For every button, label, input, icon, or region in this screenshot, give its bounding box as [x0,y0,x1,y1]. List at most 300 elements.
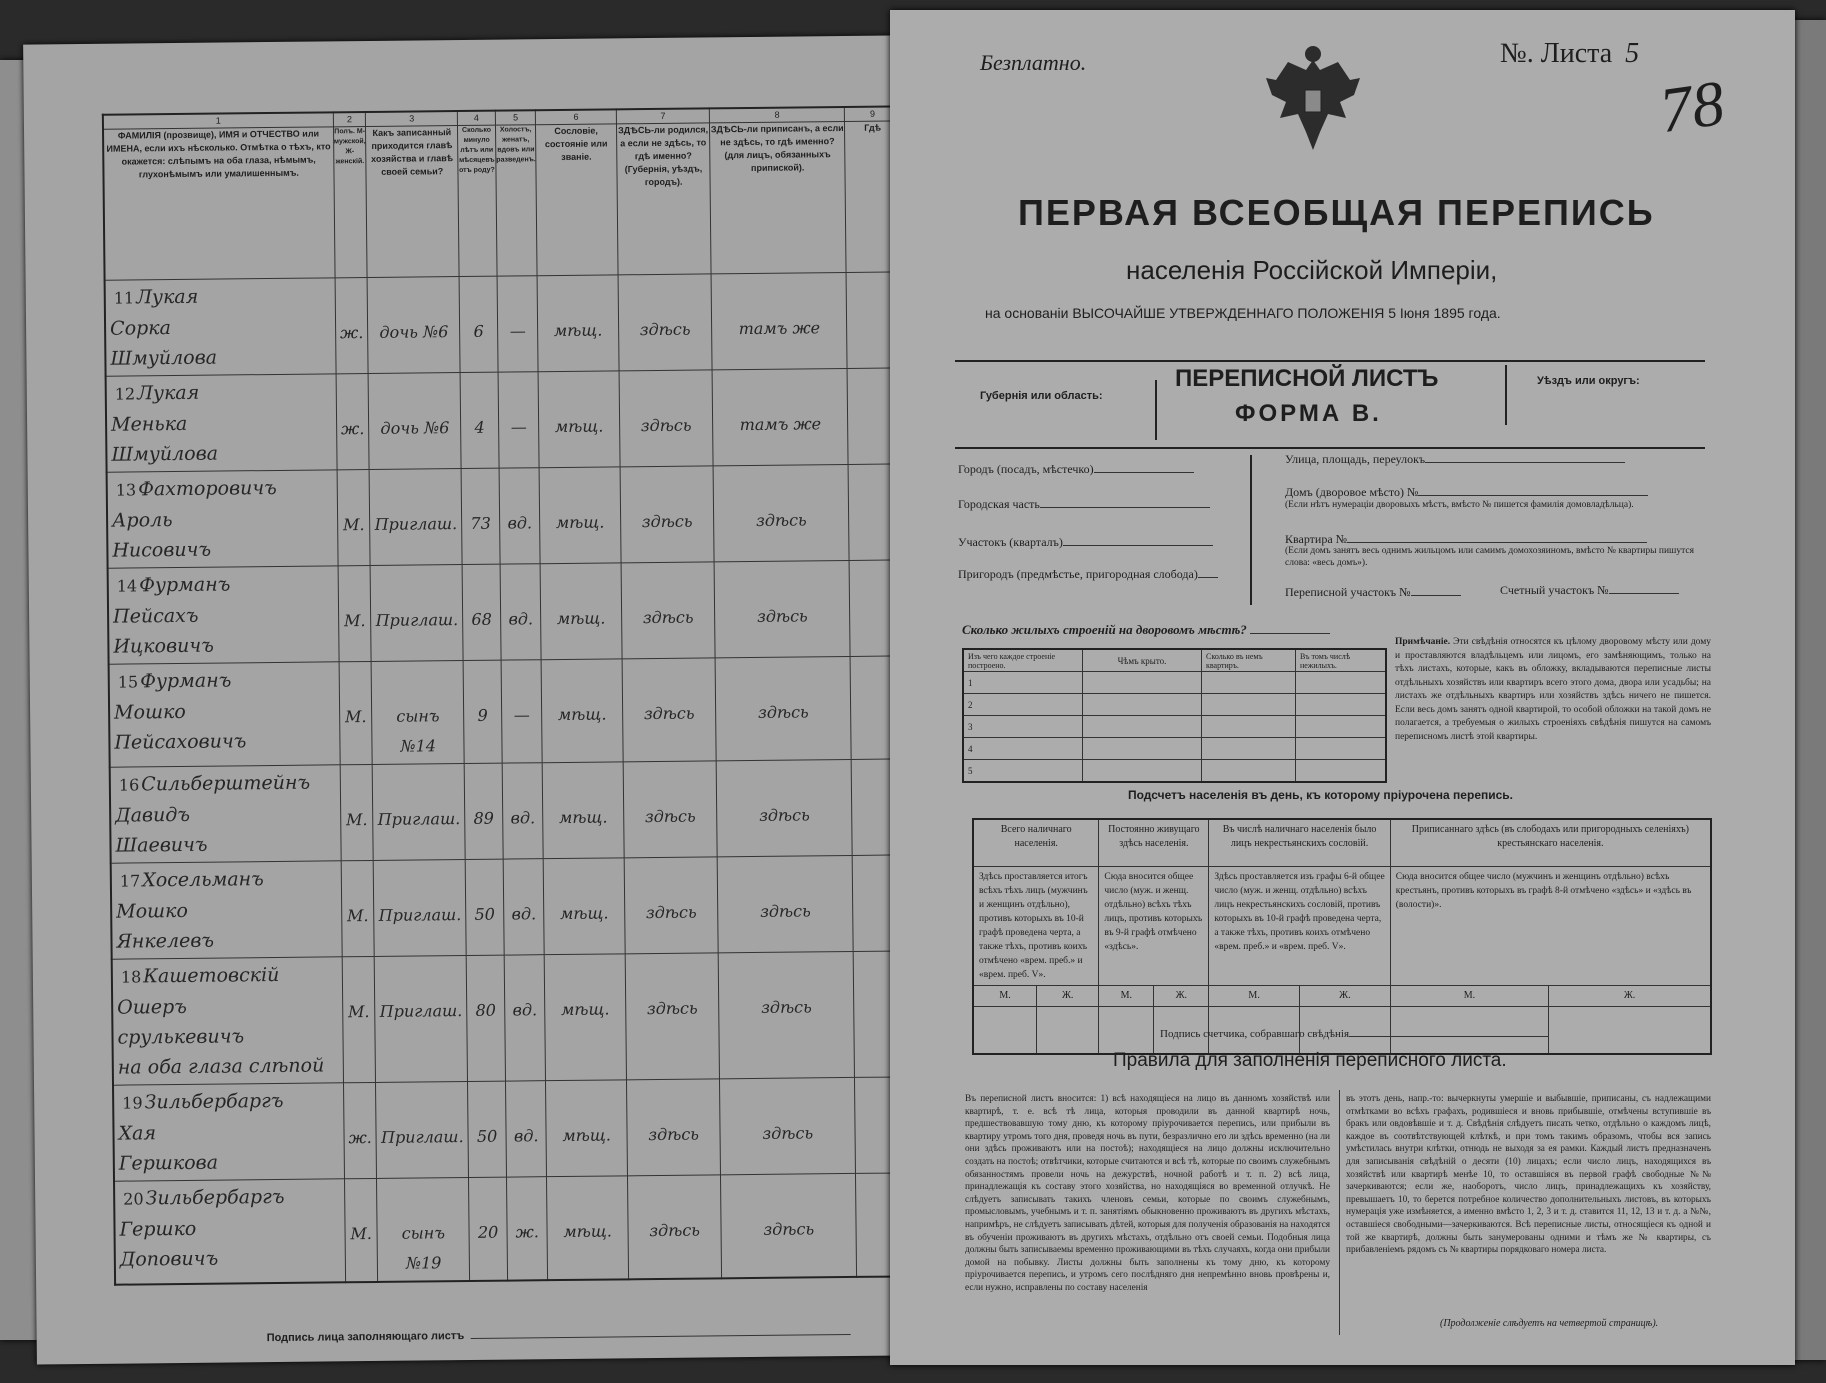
building-flats-cell[interactable] [1202,672,1296,694]
count-header-resident: Постоянно живущаго здѣсь населенія. [1099,819,1209,867]
ledger-row [114,1173,913,1285]
building-roof-cell[interactable] [1083,760,1202,783]
header-birthplace: ЗДѢСЬ-ли родился, а если не здѣсь, то гдѣ именно? (Губернія, уѣздъ, городъ). [616,123,711,275]
person-birthplace: здѣсь [649,1220,701,1241]
count-header-nonpeasant: Въ числѣ наличнаго населенія было лицъ некрестьянскихъ сословій. [1209,819,1390,867]
person-name-cell[interactable] [105,278,336,376]
person-age: 80 [475,1000,497,1020]
count-explain-total: Здѣсь проставляется итогъ всѣхъ тѣхъ лицъ (мужчинъ и женщинъ отдѣльно), противъ которыхъ въ 10-й графѣ проведена черта, а также тѣхъ, противъ коихъ отмѣчено «врем. преб.» и «врем. преб. V». [973,867,1099,986]
person-birthplace-cell[interactable] [624,857,719,954]
population-ledger-table [102,105,914,1285]
person-relation-cell[interactable] [376,1081,469,1178]
male-label: М. [1209,986,1300,1007]
person-sex-cell[interactable] [341,860,375,956]
building-nonres-cell[interactable] [1296,694,1387,716]
header-col9: Гдѣ [845,121,903,273]
person-name: 11 [113,288,135,308]
population-count-table [972,818,1712,1055]
person-registration: тамъ же [738,318,821,339]
person-relation-cell[interactable] [369,373,462,470]
person-sex: М. [343,611,366,631]
person-age: 50 [474,904,496,924]
person-relation: сынъ №19 [401,1223,446,1273]
person-name: 20 [123,1189,144,1209]
ledger-row [108,560,907,664]
buildings-header-roof: Чѣмъ крыто. [1083,649,1202,672]
building-nonres-cell[interactable] [1296,672,1387,694]
legal-basis: на основаніи ВЫСОЧАЙШЕ УТВЕРЖДЕННАГО ПОЛОЖЕНІЯ 5 Іюня 1895 года. [985,305,1501,321]
person-sex-cell[interactable] [343,1082,377,1178]
street-label: Улица, площадь, переулокъ [1285,452,1426,466]
uezd-label: Уѣздъ или округъ: [1537,375,1640,387]
person-relation-cell[interactable] [374,860,467,957]
person-full-name: Хосельманъ Мошко Янкелевъ [116,868,264,953]
person-sex-cell[interactable] [342,956,376,1082]
header-row [103,121,903,280]
person-name-cell[interactable] [108,566,339,664]
person-marital-cell[interactable] [503,859,544,955]
buildings-note [1395,636,1711,744]
person-full-name: Фахторовичъ Ароль Нисовичъ [111,476,277,562]
count-value-cell[interactable] [1099,1007,1154,1055]
census-area-field[interactable] [1285,585,1461,600]
gubernia-box [955,380,1157,440]
person-birthplace-cell[interactable] [618,274,713,371]
person-estate-cell[interactable] [540,563,621,660]
ledger-row [113,1077,912,1181]
person-full-name: Фурманъ Пейсахъ Ицковичъ [112,573,231,658]
person-name: 13 [115,480,137,500]
person-birthplace: здѣсь [640,415,692,436]
person-registration: здѣсь [755,510,807,530]
person-estate: мѣщ. [560,999,610,1020]
person-marital: — [510,417,527,437]
person-sex: ж. [348,1128,372,1148]
person-age-cell[interactable] [459,276,498,372]
person-registration-cell[interactable] [718,855,854,952]
building-row [963,672,1386,694]
person-estate: мѣщ. [556,608,606,629]
person-name: 19 [122,1093,143,1113]
column-number: 1 [103,112,333,129]
column-number: 8 [710,107,845,123]
person-marital: ж. [515,1222,539,1242]
city-part-field[interactable] [958,497,1210,512]
counter-signature-field[interactable] [1160,1028,1549,1040]
person-estate-cell[interactable] [546,1080,627,1177]
person-estate-cell[interactable] [539,467,620,564]
sheet-number-value: 5 [1625,38,1640,69]
form-letter: ФОРМА В. [1235,400,1382,427]
person-registration-cell[interactable] [720,1077,856,1174]
count-value-cell[interactable] [973,1007,1037,1055]
building-nonres-cell[interactable] [1296,716,1387,738]
person-registration-cell[interactable] [721,1173,857,1278]
header-name: ФАМИЛІЯ (прозвище), ИМЯ и ОТЧЕСТВО или ИМЕНА, если ихъ нѣсколько. Отмѣтка о тѣхъ, кто окажется: слѣпымъ на оба глаза, нѣмымъ, глухонѣмымъ или умалишеннымъ. [103,127,335,280]
person-registration: здѣсь [762,1123,814,1143]
person-estate: мѣщ. [559,903,609,924]
count-title: Подсчетъ населенія въ день, къ которому пріурочена перепись. [1128,788,1513,802]
person-marital: вд. [513,1126,539,1146]
census-subtitle: населенія Россійской Имперіи, [1126,255,1498,285]
signature-line [470,1334,850,1339]
person-registration: здѣсь [759,805,810,825]
ledger-row [107,464,906,568]
filler-signature [267,1326,851,1344]
building-row [963,760,1386,783]
person-relation-cell[interactable] [371,565,464,662]
person-estate: мѣщ. [562,1125,611,1146]
female-label: Ж. [1037,986,1099,1007]
person-registration-cell[interactable] [713,464,849,561]
note-text: Эти свѣдѣнія относятся къ цѣлому дворовому мѣсту или дому и проставляются владѣльцемъ или лицомъ, его замѣняющимъ, только на тѣхъ листахъ, которые, какъ въ обложку, вкладываются переписные листы отдѣльныхъ хозяйствъ или квартиръ всего этого дома, двора или усадьбы; на листахъ же отдѣльныхъ квартиръ или хозяйствъ здѣсь ничего не пишется. Если весь домъ занятъ одной квартирой, то особой обложки на такой домъ не полагается, а требуемыя о жилыхъ строеніяхъ свѣдѣнія пишутся на самомъ переписномъ листѣ этой квартиры. [1395,637,1712,742]
building-nonres-cell[interactable] [1296,738,1387,760]
person-name-cell[interactable] [113,1083,344,1181]
person-sex-cell[interactable] [337,469,371,565]
person-relation: дочь №6 [379,322,449,342]
house-label: Домъ (дворовое мѣсто) № [1285,485,1419,499]
person-marital-cell[interactable] [497,276,538,372]
person-age-cell[interactable] [468,1081,507,1177]
person-sex: ж. [340,323,364,343]
buildings-table [962,648,1387,783]
count-header-row [973,819,1711,867]
column-number: 7 [616,108,710,123]
person-age-cell[interactable] [465,859,504,955]
person-age: 20 [477,1222,499,1242]
counter-signature-label: Подпись счетчика, собравшаго свѣдѣнія [1160,1028,1350,1040]
ledger-row [112,951,911,1085]
building-roof-cell[interactable] [1083,672,1202,694]
person-relation-cell[interactable] [372,661,465,765]
person-name-cell[interactable] [114,1179,345,1285]
house-note: (Если нѣтъ нумераціи дворовыхъ мѣстъ, вмѣсто № пишется фамилія домовладѣльца). [1285,500,1634,510]
person-relation: Приглаш. [378,905,462,925]
ledger-row [106,368,905,472]
city-field[interactable] [958,462,1194,477]
person-marital-cell[interactable] [502,763,543,859]
person-estate-cell[interactable] [545,954,627,1081]
column-number: 3 [366,111,458,126]
person-sex-cell[interactable] [340,764,374,860]
buildings-header-flats: Сколько въ немъ квартиръ. [1202,649,1296,672]
header-relation: Какъ записанный приходится главѣ хозяйства и главѣ своей семьи? [366,126,459,278]
person-age-cell[interactable] [466,955,505,1081]
person-name: 17 [119,871,141,891]
person-birthplace: здѣсь [644,806,696,827]
suburb-field[interactable] [958,567,1218,582]
person-birthplace-cell[interactable] [619,370,714,467]
person-sex: М. [348,1002,370,1022]
person-registration-cell[interactable] [712,368,848,465]
person-registration-cell[interactable] [719,951,855,1078]
person-name-cell[interactable] [106,374,337,472]
person-birthplace: здѣсь [639,319,691,340]
person-registration: здѣсь [756,606,808,626]
rules-column-2: въ этотъ день, напр.-то: вычеркнуты умершіе и выбывшіе, приписаны, съ надлежащими отмѣтками во всѣхъ графахъ, родившіеся и вновь прибывшіе, отмѣчены вступившіе въ бракъ или овдовѣвшіе и т. д. Свѣдѣнія слѣдуетъ писать четко, отдѣльно о каждомъ лицѣ, каждое въ соотвѣтствующей клѣткѣ, и при томъ такимъ образомъ, чтобы вся запись умѣстилась внутри клѣтки, отнюдь не выходя за ея рамки. Каждый листъ предназначенъ для записыванія свѣдѣній о десяти (10) лицахъ; если число лицъ, находящихся въ хозяйствѣ или квартирѣ менѣе 10, то оставшіяся въ первой графѣ свободные №№ зачеркиваются; если же, наоборотъ, число лицъ, принадлежащихъ къ хозяйству, превышаетъ 10, то берется потребное количество дополнительныхъ листовъ, въ которыхъ нумерація уже измѣняется, а именно вмѣсто 1, 2, 3 и т. д. ставится 11, 12, 13 и т. д. а №№, оставшіеся свободными—зачеркиваются. Всѣ переписные листы, относящіеся къ одной и той же квартирѣ, должны быть занумерованы одними и тѣмъ же № квартиры, съ прибавленіемъ рядомъ съ № квартиры порядковаго номера листа. [1346,1094,1711,1256]
person-registration-cell[interactable] [717,759,853,856]
buildings-header-nonresidential: Въ томъ числѣ нежилыхъ. [1296,649,1387,672]
person-estate-cell[interactable] [538,371,619,468]
person-birthplace: здѣсь [642,607,694,628]
house-field[interactable] [1285,485,1648,500]
person-relation: Приглаш. [379,1001,463,1021]
person-relation: дочь №6 [380,418,450,438]
person-age: 6 [473,321,484,341]
person-age-cell[interactable] [460,372,499,468]
building-flats-cell[interactable] [1202,694,1296,716]
person-estate-cell[interactable] [543,762,624,859]
rules-continuation: (Продолженіе слѣдуетъ на четвертой страницѣ). [1440,1318,1659,1329]
person-relation: Приглаш. [377,809,461,829]
person-marital: вд. [508,609,534,629]
count-value-cell[interactable] [1549,1007,1711,1055]
flat-note: (Если домъ занятъ весь однимъ жильцомъ или самимъ домохозяиномъ, вмѣсто № квартиры пишутся слова: «весь домъ»). [1285,546,1694,568]
sheet-number-label: №. Листа [1500,38,1613,69]
person-full-name: Лукая Сорка Шмуйлова [109,285,218,370]
building-flats-cell[interactable] [1202,738,1296,760]
person-age-cell[interactable] [463,660,502,763]
person-birthplace-cell[interactable] [623,761,718,858]
male-label: М. [973,986,1037,1007]
person-relation-cell[interactable] [370,469,463,566]
person-age-cell[interactable] [461,468,500,564]
person-relation-cell[interactable] [377,1177,470,1281]
person-name: 14 [116,576,138,596]
person-registration: здѣсь [761,997,812,1017]
handwritten-archive-number: 78 [1655,66,1729,147]
male-label: М. [1390,986,1548,1007]
person-name: 15 [117,672,139,692]
person-sex: М. [344,707,367,727]
sheet-number [1500,38,1639,70]
person-name-cell[interactable] [110,765,341,863]
rules-column-divider [1339,1090,1340,1335]
building-roof-cell[interactable] [1083,738,1202,760]
person-marital: вд. [512,1000,538,1020]
person-marital: — [513,705,530,725]
person-registration: здѣсь [760,901,811,921]
building-nonres-cell[interactable] [1296,760,1387,783]
census-title: ПЕРВАЯ ВСЕОБЩАЯ ПЕРЕПИСЬ [1018,192,1655,233]
person-estate-cell[interactable] [544,858,625,955]
address-divider [1250,455,1252,605]
person-registration-cell[interactable] [711,272,847,369]
person-sex: М. [347,906,369,926]
column-number: 9 [844,106,901,121]
male-label: М. [1099,986,1154,1007]
person-marital-cell[interactable] [506,1177,548,1281]
count-explain-resident: Сюда вносится общее число (муж. и женщ. отдѣльно) всѣхъ тѣхъ лицъ, противъ которыхъ въ 9-й графѣ отмѣчено «здѣсь». [1099,867,1209,986]
city-label: Городъ (посадъ, мѣстечко) [958,462,1094,476]
person-age: 73 [470,513,491,533]
precinct-label: Участокъ (кварталъ) [958,535,1063,549]
person-birthplace-cell[interactable] [622,658,717,762]
counting-area-field[interactable] [1500,583,1679,598]
person-marital-cell[interactable] [498,372,539,468]
person-marital-cell[interactable] [500,564,541,660]
person-estate: мѣщ. [554,416,604,437]
building-row [963,716,1386,738]
person-sex-cell[interactable] [336,373,370,469]
person-birthplace-cell[interactable] [620,466,715,563]
person-marital-cell[interactable] [501,660,543,763]
person-birthplace-cell[interactable] [621,562,716,659]
column-number: 5 [495,110,536,125]
person-age-cell[interactable] [462,564,501,660]
person-age-cell[interactable] [469,1177,508,1281]
person-age: 9 [477,705,488,725]
person-name: 12 [114,384,136,404]
building-number: 3 [963,716,1083,738]
person-name-cell[interactable] [112,957,344,1085]
building-roof-cell[interactable] [1083,716,1202,738]
building-number: 2 [963,694,1083,716]
header-estate: Сословіе, состояніе или званіе. [536,124,618,276]
person-birthplace: здѣсь [648,1124,700,1145]
note-title: Примѣчаніе. [1395,637,1451,647]
building-number: 1 [963,672,1083,694]
building-number: 5 [963,760,1083,783]
count-explain-peasant: Сюда вносится общее число (мужчинъ и женщинъ отдѣльно) всѣхъ крестьянъ, противъ которыхъ въ графѣ 8-й отмѣчено «здѣсь» и «здѣсь въ (волости)». [1390,867,1711,986]
imperial-eagle-emblem [1258,40,1368,160]
person-full-name: Кашетовскій Ошеръ срулькевичъ на оба глаза слѣпой [117,963,325,1079]
building-number: 4 [963,738,1083,760]
uezd-box [1505,365,1707,425]
gubernia-label: Губернія или область: [980,390,1103,402]
person-estate-cell[interactable] [547,1176,628,1280]
rules-title: Правила для заполненія переписного листа. [1113,1050,1507,1071]
person-age: 68 [471,609,492,629]
female-label: Ж. [1549,986,1711,1007]
ledger-row [111,855,910,959]
person-estate-cell[interactable] [537,275,618,372]
person-sex-cell[interactable] [335,277,369,373]
suburb-label: Пригородъ (предмѣстье, пригородная слобода) [958,567,1198,581]
street-field[interactable] [1285,452,1625,467]
building-flats-cell[interactable] [1202,760,1296,783]
person-estate-cell[interactable] [541,659,622,763]
person-full-name: Сильберштейнъ Давидъ Шаевичъ [115,771,311,857]
person-full-name: Зильбербаргъ Хая Гершкова [118,1089,284,1175]
person-age: 4 [474,417,485,437]
person-name-cell[interactable] [111,861,342,959]
rules-column-1: Въ переписной листъ вносится: 1) всѣ находящіеся на лицо въ данномъ хозяйствѣ или квартирѣ, т. е. всѣ тѣ лица, которыя проводили въ данной квартирѣ ночь, предшествовавшую тому дню, къ которому пріурочивается перепись, или прибыли въ квартиру утромъ того дня, проведя ночь въ пути, безразлично его ли здѣсь временно (на ли они здѣсь проживаютъ или на постоѣ); находящіеся на лицо должны исключительно создать на постоѣ; отвѣтчики, которые считаются и всѣ тѣ, которые по своимъ служебнымъ обязанностямъ провели ночь на дежурствѣ, ночной работѣ и т. п. 2) всѣ лица, принадлежащія къ составу этого хозяйства, но находящіяся во временной отлучкѣ. Не слѣдуетъ записывать такихъ членовъ семьи, которые по своимъ служебнымъ, промысловымъ, учебнымъ и т. п. занятіямъ обыкновенно проживаютъ въ другихъ мѣстахъ, напримѣръ, не слѣдуетъ записывать дѣтей, которыя для полученія образованія на находятся въ обученіи проживаютъ въ другихъ мѣстахъ, отдѣльно отъ своей семьи. Подобныя лица должны быть записываемы временно проживающими въ тѣхъ случаяхъ, когда они прибыли домой на побывку. Листы должны быть заполнены къ тому дню, къ которому пріурочивается перепись, и утромъ сего послѣдняго дня непремѣнно вновь провѣрены и, если нужно, исправлены по составу населенія [965,1094,1330,1293]
header-registration: ЗДѢСЬ-ли приписанъ, а если не здѣсь, то гдѣ именно? (для лицъ, обязанныхъ припиской). [710,121,846,273]
person-relation: Приглаш. [374,514,458,534]
person-birthplace: здѣсь [641,511,693,532]
count-header-total: Всего наличнаго населенія. [973,819,1099,867]
count-value-cell[interactable] [1037,1007,1099,1055]
person-relation: сынъ №14 [396,706,440,756]
person-sex-cell[interactable] [344,1178,378,1282]
buildings-header-row [963,649,1386,672]
person-full-name: Зильбербаргъ Гершко Доповичъ [119,1185,285,1271]
person-sex: М. [350,1224,373,1244]
person-birthplace: здѣсь [646,998,698,1019]
counting-area-label: Счетный участокъ № [1500,583,1609,597]
person-sex-cell[interactable] [338,565,372,661]
person-estate: мѣщ. [555,512,605,533]
person-estate: мѣщ. [558,807,608,828]
form-title: ПЕРЕПИСНОЙ ЛИСТЪ [1175,365,1439,392]
header-age: Сколько минуло лѣтъ или мѣсяцевъ отъ роду? [458,125,497,276]
person-relation-cell[interactable] [373,764,466,861]
count-explain-row [973,867,1711,986]
building-roof-cell[interactable] [1083,694,1202,716]
person-marital-cell[interactable] [499,468,540,564]
person-sex-cell[interactable] [339,661,373,764]
header-sex: Полъ. М-мужской, Ж-женскій. [333,127,367,278]
column-number: 6 [536,109,617,124]
column-number: 4 [457,111,495,126]
person-registration: здѣсь [757,702,809,722]
person-marital: вд. [510,808,536,828]
person-estate: мѣщ. [557,704,607,725]
person-birthplace-cell[interactable] [627,1175,722,1279]
person-estate: мѣщ. [553,320,603,341]
person-birthplace: здѣсь [645,902,697,923]
precinct-field[interactable] [958,535,1213,550]
count-mf-row [973,986,1711,1007]
ledger-row [110,759,909,863]
person-registration: здѣсь [763,1219,815,1239]
person-relation: Приглаш. [380,1127,464,1147]
person-relation-cell[interactable] [375,956,468,1083]
column-number: 2 [333,112,366,127]
person-registration-cell[interactable] [714,560,850,657]
building-flats-cell[interactable] [1202,716,1296,738]
person-birthplace: здѣсь [643,703,695,724]
filler-signature-label: Подпись лица заполняющаго листъ [266,1330,465,1345]
city-part-label: Городская часть [958,497,1040,511]
person-name: 16 [118,775,140,795]
person-age-cell[interactable] [464,763,503,859]
person-birthplace-cell[interactable] [626,1079,721,1176]
person-marital-cell[interactable] [505,1081,546,1177]
person-marital-cell[interactable] [504,955,546,1081]
person-age: 50 [476,1126,498,1146]
ledger-row [109,656,908,767]
person-sex: ж. [341,419,365,439]
flat-label: Квартира № [1285,532,1348,546]
person-birthplace-cell[interactable] [625,953,720,1080]
count-explain-nonpeasant: Здѣсь проставляется изъ графы 6-й общее число (муж. и женщ. отдѣльно) всѣхъ лицъ некрестьянскихъ сословій, противъ которыхъ въ 10-й графѣ проведена черта, а также тѣхъ, противъ коихъ отмѣчено «врем. преб.» и «врем. преб. V». [1209,867,1390,986]
person-marital: вд. [511,904,537,924]
person-name-cell[interactable] [109,662,340,767]
person-marital: — [509,321,526,341]
person-name: 18 [120,967,142,987]
person-registration-cell[interactable] [715,656,851,760]
person-relation: Приглаш. [375,610,459,630]
buildings-question [962,622,1330,638]
building-row [963,694,1386,716]
person-marital: вд. [507,513,533,533]
buildings-header-material: Изъ чего каждое строеніе построено. [963,649,1083,672]
person-name-cell[interactable] [107,470,338,568]
person-estate: мѣщ. [563,1221,612,1241]
count-header-peasant: Приписаннаго здѣсь (въ слободахъ или пригородныхъ селеніяхъ) крестьянскаго населенія. [1390,819,1711,867]
person-full-name: Лукая Менька Шмуйлова [110,381,219,466]
person-sex: М. [346,810,368,830]
female-label: Ж. [1299,986,1390,1007]
free-of-charge-label: Безплатно. [980,50,1087,75]
person-relation-cell[interactable] [368,277,461,374]
left-page-ledger [23,35,907,1364]
person-full-name: Фурманъ Мошко Пейсаховичъ [113,669,247,754]
buildings-question-label: Сколько жилыхъ строеній на дворовомъ мѣстѣ? [962,622,1247,637]
census-area-label: Переписной участокъ № [1285,585,1411,599]
